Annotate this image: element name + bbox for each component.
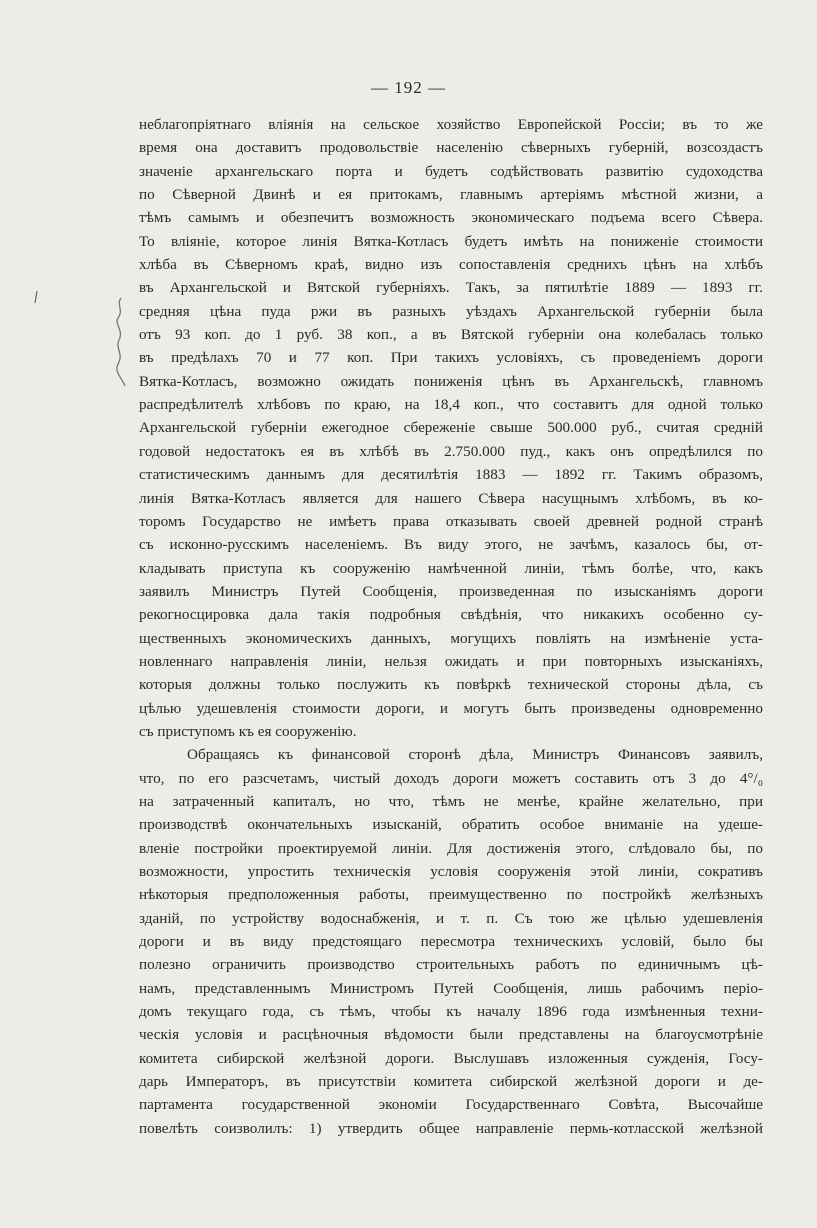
text-line: вленіе постройки проектируемой линіи. Для достиженія этого, слѣдовало бы, по (139, 839, 763, 857)
text-line: щественныхъ экономическихъ данныхъ, могущихъ повліять на измѣненіе уста- (139, 629, 763, 647)
text-line: на затраченный капиталъ, но что, тѣмъ не менѣе, крайне желательно, при (139, 792, 763, 810)
text-line: неблагопріятнаго вліянія на сельское хозяйство Европейской Россіи; въ то же (139, 116, 763, 133)
text-line: отъ 93 коп. до 1 руб. 38 коп., а въ Вятской губерніи она колебалась только (139, 326, 763, 344)
text-line: зданій, по устройству водоснабженія, и т. п. Съ тою же цѣлью удешевленія (139, 909, 763, 927)
text-line: линія Вятка-Котласъ является для нашего Сѣвера насущнымъ хлѣбомъ, въ ко- (139, 489, 763, 507)
text-line: комитета сибирской желѣзной дороги. Выслушавъ изложенныя сужденія, Госу- (139, 1049, 763, 1067)
text-line: по Сѣверной Двинѣ и ея притокамъ, главнымъ артеріямъ мѣстной жизни, а (139, 186, 763, 204)
text-line: тѣмъ самымъ и обезпечитъ возможность экономическаго подъема всего Сѣвера. (139, 209, 763, 227)
text-line: намъ, представленнымъ Министромъ Путей Сообщенія, лишь рабочимъ періо- (139, 979, 763, 997)
text-line: въ предѣлахъ 70 и 77 коп. При такихъ условіяхъ, съ проведеніемъ дороги (139, 349, 763, 367)
text-line: кладывать приступа къ сооруженію намѣченной линіи, тѣмъ болѣе, что, какъ (139, 559, 763, 577)
page-number: — 192 — (371, 78, 446, 97)
text-line: статистическимъ даннымъ для десятилѣтія 1883 — 1892 гг. Такимъ образомъ, (139, 466, 763, 484)
text-line: То вліяніе, которое линія Вятка-Котласъ будетъ имѣть на пониженіе стоимости (139, 232, 763, 250)
text-line: нѣкоторыя предположенныя работы, преимущественно по постройкѣ желѣзныхъ (139, 886, 763, 904)
text-line: которыя должны только послужить къ повѣркѣ технической стороны дѣла, съ (139, 676, 763, 694)
text-line: въ Архангельской и Вятской губерніяхъ. Такъ, за пятилѣтіе 1889 — 1893 гг. (139, 279, 763, 297)
text-line: время она доставитъ продовольствіе населенію сѣверныхъ губерній, возсоздастъ (139, 139, 763, 157)
text-line: хлѣба въ Сѣверномъ краѣ, видно изъ сопоставленія среднихъ цѣнъ на хлѣбъ (139, 256, 763, 274)
text-line: рекогносцировка дала такія подробныя свѣдѣнія, что никакихъ особенно су- (139, 606, 763, 624)
text-line: возможности, упростить техническія условія сооруженія этой линіи, сокративъ (139, 863, 763, 880)
margin-bracket-mark (112, 296, 128, 388)
text-line: съ приступомъ къ ея сооруженію. (139, 722, 357, 740)
text-line: съ исконно-русскимъ населеніемъ. Въ виду этого, не зачѣмъ, казалось бы, от- (139, 536, 763, 554)
text-line: значеніе архангельскаго порта и будетъ содѣйствовать развитію судоходства (139, 162, 763, 180)
text-line: дарь Императоръ, въ присутствіи комитета сибирской желѣзной дороги и де- (139, 1073, 763, 1091)
text-line: домъ текущаго года, съ тѣмъ, чтобы къ началу 1896 года измѣненныя техни- (139, 1003, 763, 1021)
text-line: Вятка-Котласъ, возможно ожидать пониженія цѣнъ въ Архангельскѣ, главномъ (139, 372, 763, 390)
body-text (139, 113, 763, 1140)
text-line: ческія условія и расцѣночныя вѣдомости были представлены на благоусмотрѣніе (139, 1026, 763, 1044)
text-line: цѣлью удешевленія стоимости дороги, и могутъ быть произведены одновременно (139, 699, 763, 717)
text-line: Архангельской губерніи ежегодное сбереженіе свыше 500.000 руб., считая средній (139, 419, 763, 437)
text-line: дороги и въ виду предстоящаго пересмотра техническихъ условій, было бы (139, 933, 763, 951)
text-line: производствѣ окончательныхъ изысканій, обратить особое вниманіе на удеше- (139, 816, 763, 834)
text-line: годовой недостатокъ ея въ хлѣбѣ въ 2.750.000 пуд., какъ онъ опредѣлился по (139, 442, 763, 460)
text-line: торомъ Государство не имѣетъ права отказывать своей древней родной странѣ (139, 512, 763, 530)
text-line: заявилъ Министръ Путей Сообщенія, произведенная по изысканіямъ дороги (139, 582, 763, 600)
text-line: что, по его разсчетамъ, чистый доходъ дороги можетъ составить отъ 3 до 4°/₀ (139, 769, 763, 787)
text-line: распредѣлителѣ хлѣбовъ по краю, на 18,4 коп., что составитъ для одной только (139, 396, 763, 414)
margin-tick-mark (33, 290, 39, 304)
text-line: средняя цѣна пуда ржи въ разныхъ уѣздахъ Архангельской губерніи была (139, 302, 763, 320)
text-line: повелѣть соизволилъ: 1) утвердить общее направленіе пермь-котласской желѣзной (139, 1119, 763, 1137)
text-line: Обращаясь къ финансовой сторонѣ дѣла, Министръ Финансовъ заявилъ, (187, 746, 763, 764)
text-line: полезно ограничить производство строительныхъ работъ по единичнымъ цѣ- (139, 956, 763, 974)
text-line: партамента государственной экономіи Государственнаго Совѣта, Высочайше (139, 1096, 763, 1114)
text-line: новленнаго направленія линіи, нельзя ожидать и при повторныхъ изысканіяхъ, (139, 652, 763, 670)
